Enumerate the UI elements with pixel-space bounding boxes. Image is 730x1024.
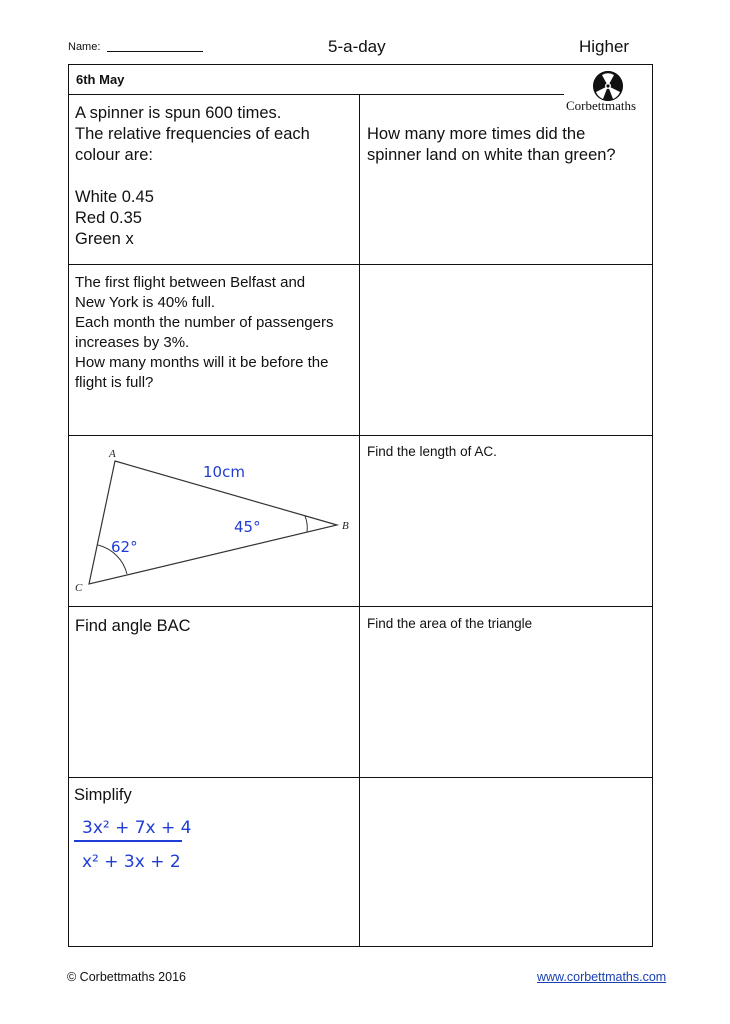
side-length-label: 10cm bbox=[203, 463, 245, 481]
q1-intro-line: colour are: bbox=[75, 146, 153, 164]
q1-intro-line: The relative frequencies of each bbox=[75, 125, 310, 143]
q1-list-item: Green x bbox=[75, 230, 134, 248]
level-label: Higher bbox=[579, 37, 630, 56]
row-divider bbox=[68, 777, 653, 778]
row-divider bbox=[68, 606, 653, 607]
q2-line: Each month the number of passengers bbox=[75, 314, 334, 331]
q1-list-item: Red 0.35 bbox=[75, 209, 142, 227]
vertex-c-label: C bbox=[75, 582, 83, 594]
angle-b-arc bbox=[305, 516, 307, 532]
copyright-text: © Corbettmaths 2016 bbox=[67, 970, 186, 984]
angle-c-label: 62° bbox=[111, 538, 138, 556]
row-divider bbox=[68, 264, 653, 265]
q5-label: Simplify bbox=[74, 786, 132, 804]
q2-line: increases by 3%. bbox=[75, 334, 190, 351]
q2-line: The first flight between Belfast and bbox=[75, 274, 306, 291]
q1-question-line: How many more times did the bbox=[367, 125, 586, 143]
triangle-diagram bbox=[69, 436, 359, 606]
worksheet-title: 5-a-day bbox=[328, 37, 386, 56]
q1-question-line: spinner land on white than green? bbox=[367, 146, 616, 164]
logo-text: Corbettmaths bbox=[566, 98, 637, 113]
corbettmaths-logo-icon bbox=[593, 71, 623, 101]
q2-line: flight is full? bbox=[75, 374, 154, 391]
q4-left-question: Find angle BAC bbox=[75, 617, 191, 635]
q1-question bbox=[367, 124, 616, 166]
q2-line: How many months will it be before the bbox=[75, 354, 329, 371]
name-label: Name: bbox=[68, 41, 101, 53]
column-divider bbox=[359, 94, 360, 947]
vertex-a-label: A bbox=[109, 448, 116, 460]
fraction-denominator: x² + 3x + 2 bbox=[82, 852, 181, 872]
q4-right-question: Find the area of the triangle bbox=[367, 616, 533, 631]
q3-question: Find the length of AC. bbox=[367, 444, 497, 459]
q1-intro-line: A spinner is spun 600 times. bbox=[75, 104, 282, 122]
q2-line: New York is 40% full. bbox=[75, 294, 216, 311]
angle-b-label: 45° bbox=[234, 518, 261, 536]
website-link[interactable]: www.corbettmaths.com bbox=[537, 970, 667, 984]
fraction-bar bbox=[74, 840, 182, 842]
vertex-b-label: B bbox=[342, 520, 349, 532]
q1-list-item: White 0.45 bbox=[75, 188, 154, 206]
name-field-line[interactable] bbox=[107, 51, 203, 52]
q2-text bbox=[75, 273, 334, 393]
fraction-numerator: 3x² + 7x + 4 bbox=[82, 818, 192, 838]
date-label: 6th May bbox=[76, 72, 125, 87]
q1-intro bbox=[75, 103, 310, 250]
